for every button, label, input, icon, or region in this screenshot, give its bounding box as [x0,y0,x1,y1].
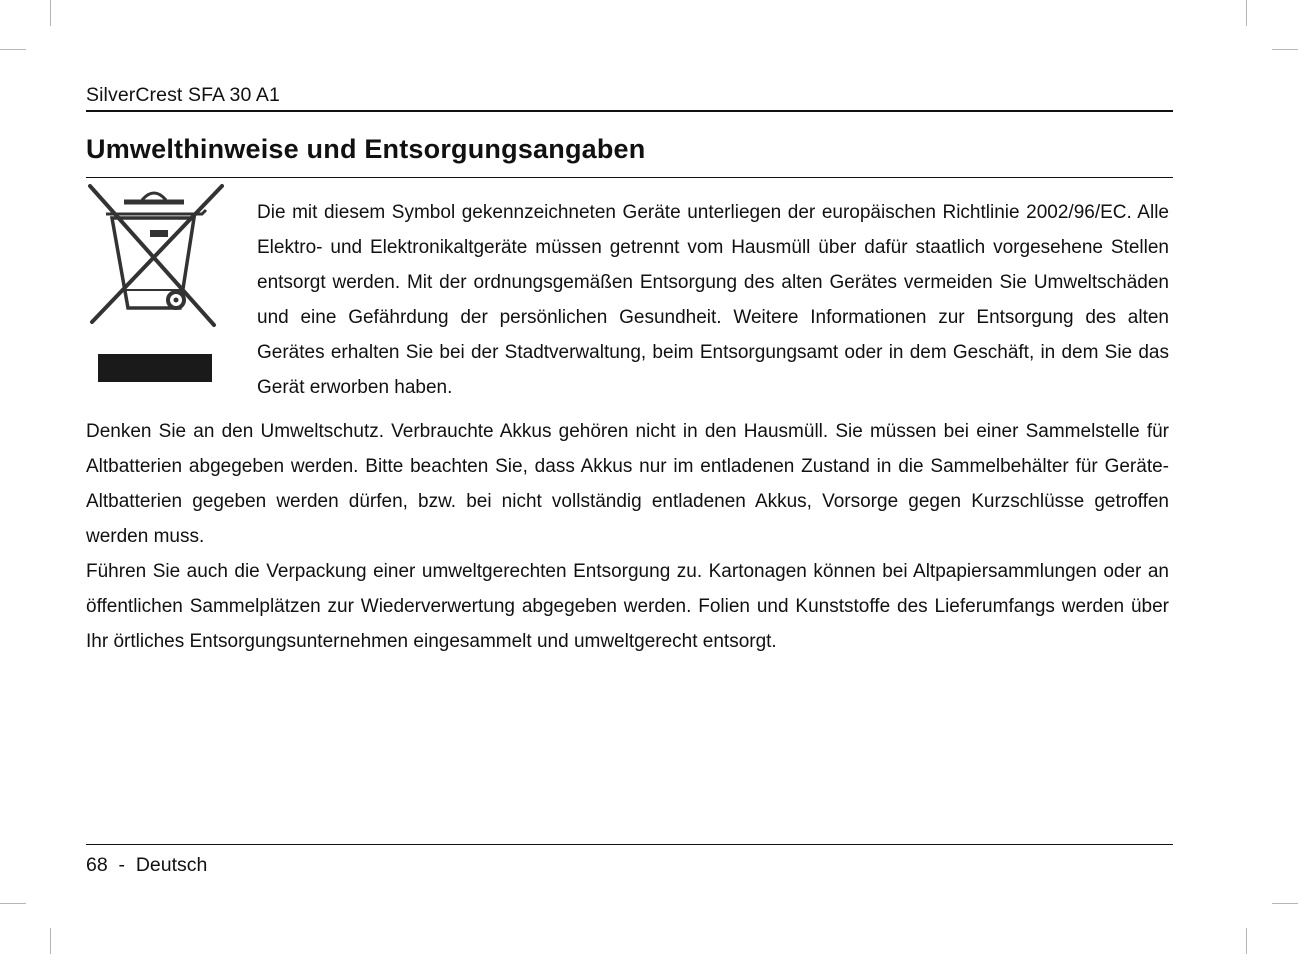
running-header: SilverCrest SFA 30 A1 [86,84,280,106]
title-rule [86,177,1173,178]
header-rule [86,110,1173,112]
crop-mark-top-left-h [0,49,26,50]
directive-paragraph: Die mit diesem Symbol gekennzeichneten Geräte unterliegen der europäischen Richtlinie 2002/96/EC. Alle Elektro- und Elektronikaltgeräte müssen getrennt vom Hausmüll über dafür staatlich vorgesehene Stellen entsorgt werden. Mit der ordnungsgemäßen Entsorgung des alten Gerätes vermeiden Sie Umweltschäden und eine Gefährdung der persönlichen Gesundheit. Weitere Informationen zur Entsorgung des alten Gerätes erhalten Sie bei der Stadtverwaltung, beim Entsorgungsamt oder in dem Geschäft, in dem Sie das Gerät erworben haben. [257,202,1169,398]
crossed-out-wheelie-bin-icon [84,180,228,390]
crop-mark-bottom-right [1246,928,1247,954]
crop-mark-top-left [50,0,51,26]
cross-out [90,186,222,325]
packaging-paragraph: Führen Sie auch die Verpackung einer umweltgerechten Entsorgung zu. Kartonagen können bei Altpapiersammlungen oder an öffentlichen Sammelplätzen zur Wiederverwertung abgegeben werden. Folien und Kunststoffe des Lieferumfangs werden über Ihr örtliches Entsorgungsunternehmen eingesammelt und umweltgerecht entsorgt. [86,561,1169,652]
section-title: Umwelthinweise und Entsorgungsangaben [86,134,646,164]
crop-mark-bottom-left-h [0,903,26,904]
crop-mark-top-right [1246,0,1247,26]
battery-paragraph: Denken Sie an den Umweltschutz. Verbrauchte Akkus gehören nicht in den Hausmüll. Sie müssen bei einer Sammelstelle für Altbatterien abgegeben werden. Bitte beachten Sie, dass Akkus nur im entladenen Zustand in die Sammelbehälter für Geräte-Altbatterien gegeben werden dürfen, bzw. bei nicht vollständig entladenen Akkus, Vorsorge gegen Kurzschlüsse getroffen werden muss. [86,421,1169,547]
crop-mark-bottom-left [50,928,51,954]
crop-mark-top-right-h [1272,49,1298,50]
crop-mark-bottom-right-h [1272,903,1298,904]
bin-handle [150,230,168,237]
bin-lid [106,193,206,214]
page-footer: 68 - Deutsch [86,854,208,876]
separate-collection-bar [98,354,212,382]
footer-rule [86,844,1173,845]
